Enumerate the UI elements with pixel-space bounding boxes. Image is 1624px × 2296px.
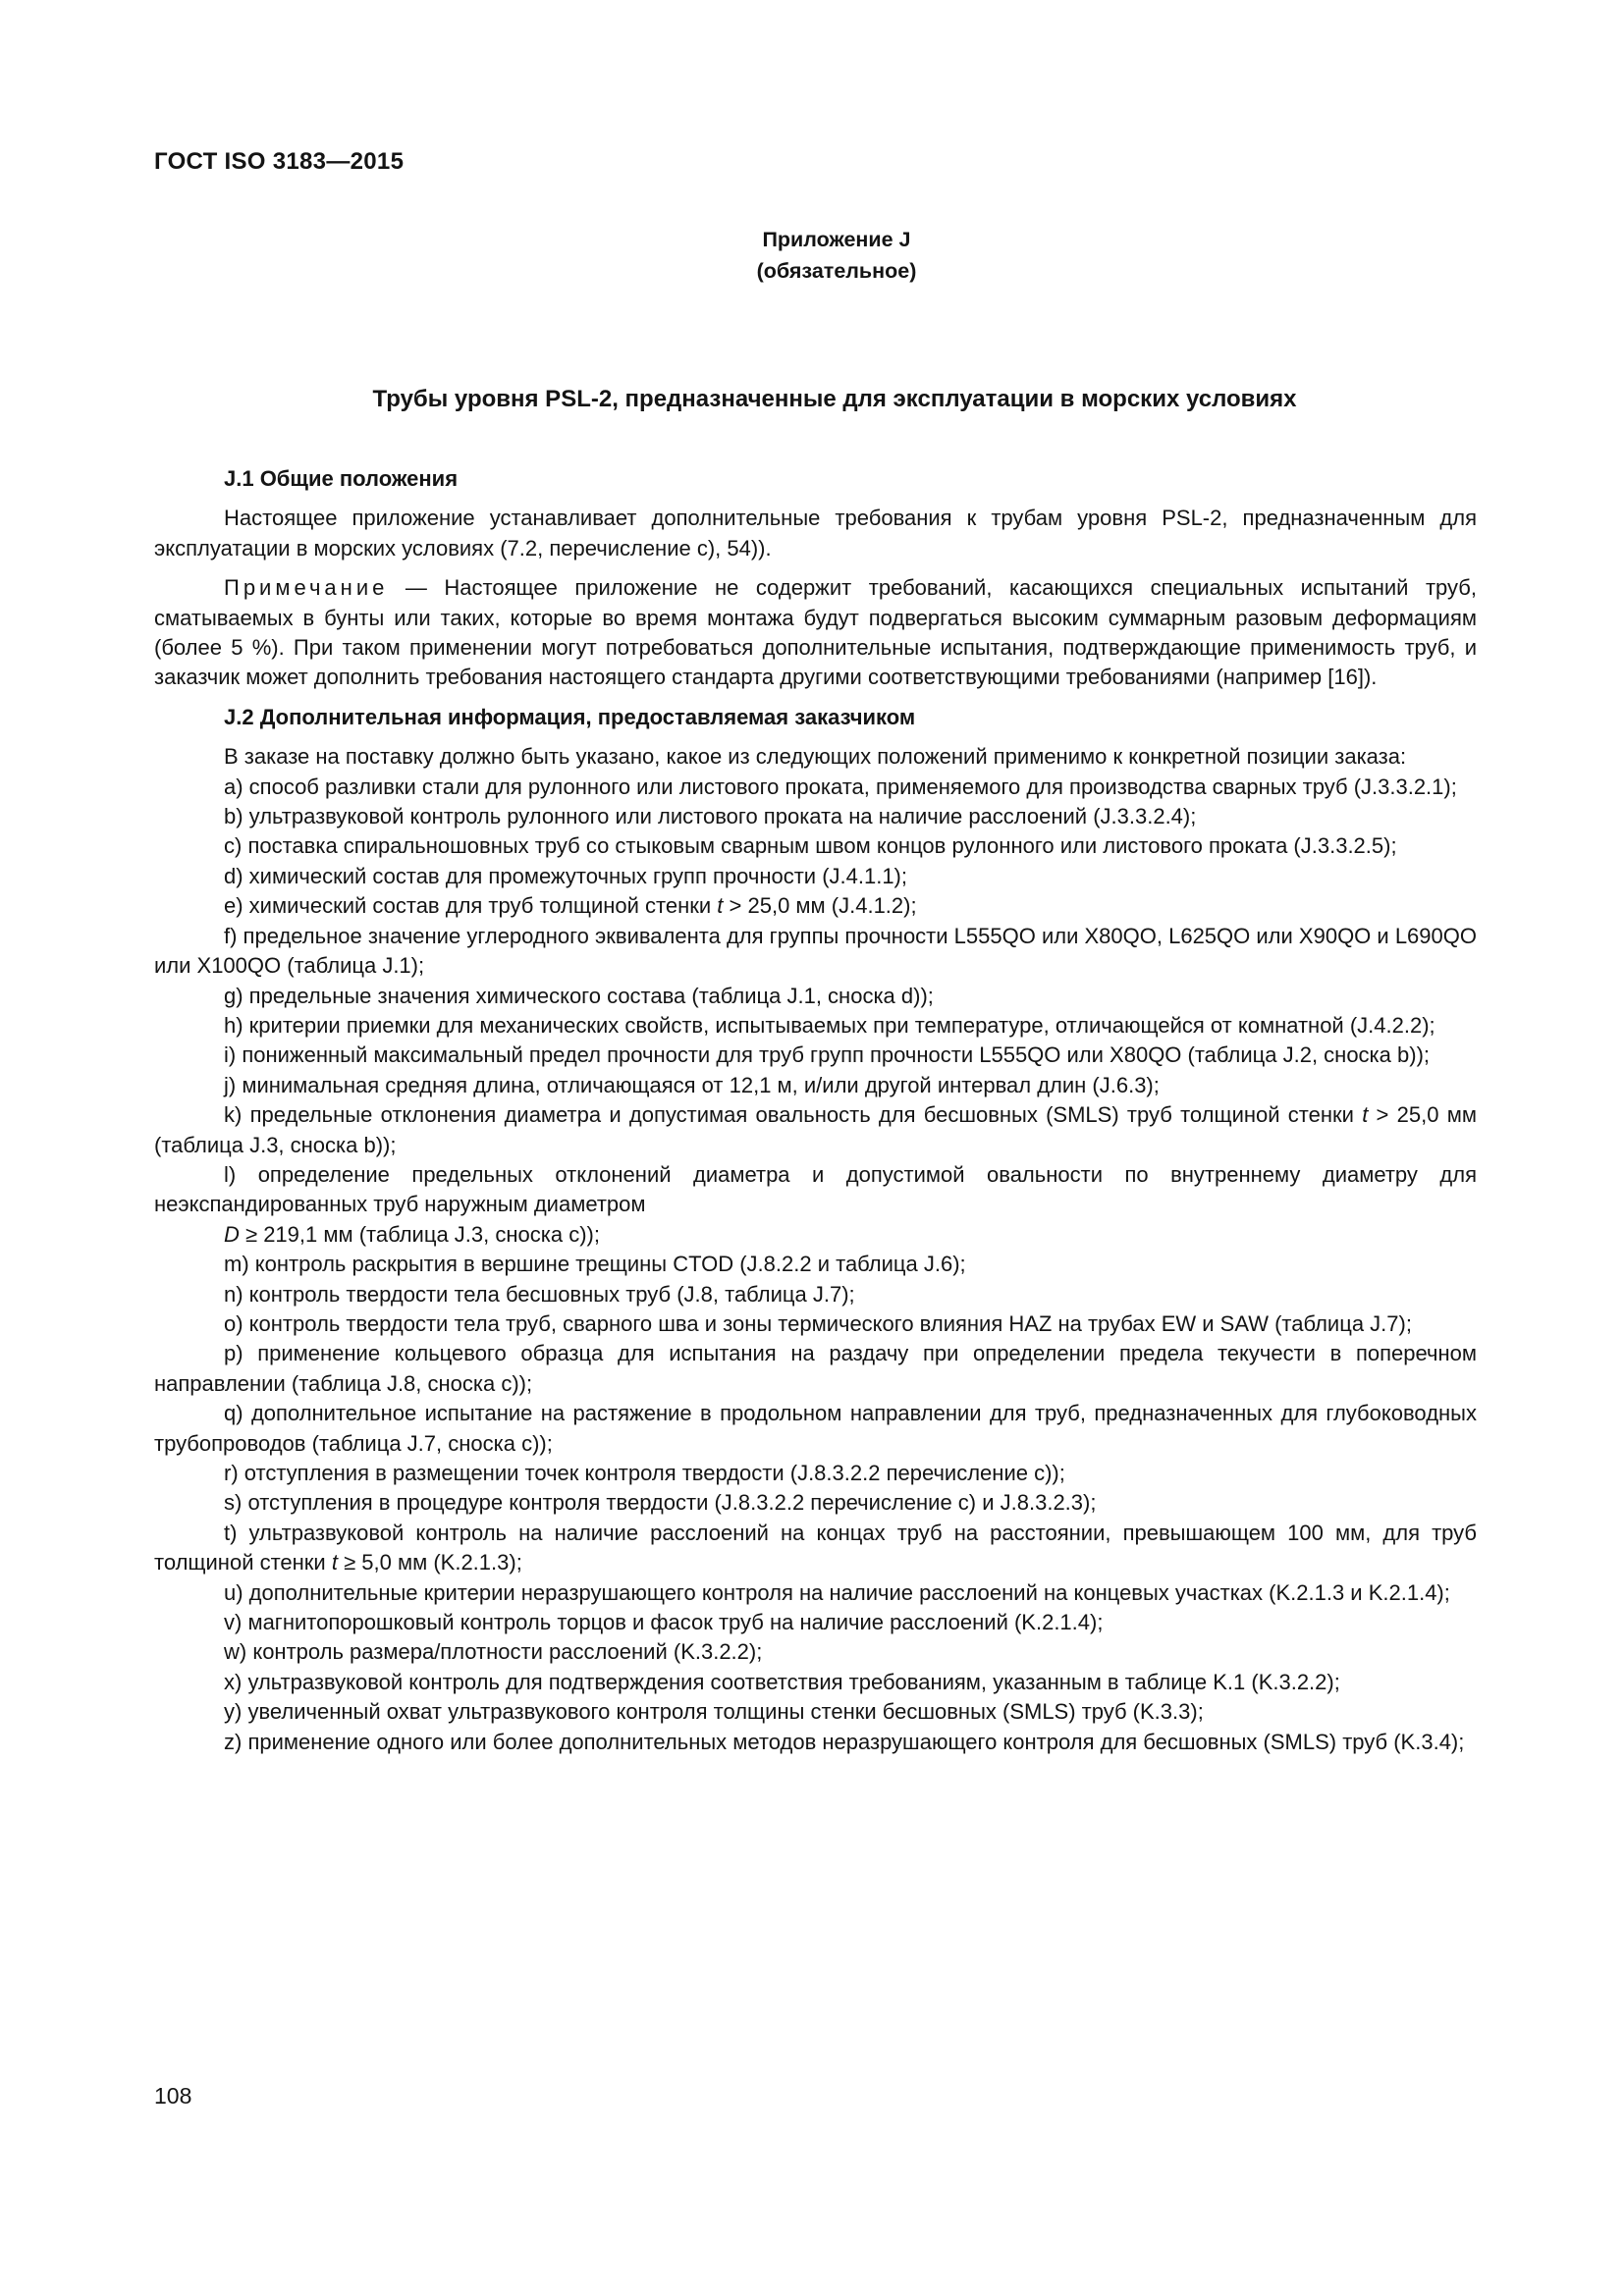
- list-item-z: z) применение одного или более дополнительных методов неразрушающего контроля для бесшовных (SMLS) труб (K.3.4);: [224, 1729, 1465, 1754]
- list-item-q: q) дополнительное испытание на растяжение в продольном направлении для труб, предназначенных для глубоководных трубопроводов (таблица J.7, сноска c));: [154, 1401, 1477, 1456]
- list-item-y: y) увеличенный охват ультразвукового контроля толщины стенки бесшовных (SMLS) труб (K.3.3);: [224, 1699, 1204, 1725]
- list-item-n: n) контроль твердости тела бесшовных труб (J.8, таблица J.7);: [224, 1281, 855, 1307]
- annex-heading: [640, 224, 1033, 287]
- list-item-u: u) дополнительные критерии неразрушающего контроля на наличие расслоений на концевых участках (K.2.1.3 и K.2.1.4);: [224, 1579, 1450, 1605]
- list-item-d: d) химический состав для промежуточных групп прочности (J.4.1.1);: [224, 863, 907, 888]
- list-item-m: m) контроль раскрытия в вершине трещины CTOD (J.8.2.2 и таблица J.6);: [224, 1252, 966, 1277]
- standard-code: ГОСТ ISO 3183—2015: [154, 148, 405, 175]
- list-item-l-continuation: D ≥ 219,1 мм (таблица J.3, сноска c));: [224, 1221, 600, 1247]
- list-item-r: r) отступления в размещении точек контроля твердости (J.8.3.2.2 перечисление c));: [224, 1461, 1065, 1485]
- annex-title: Приложение J: [762, 228, 911, 251]
- list-item-h: h) критерии приемки для механических свойств, испытываемых при температуре, отличающейся от комнатной (J.4.2.2);: [224, 1012, 1435, 1038]
- note-label: Примечание: [224, 575, 389, 601]
- list-item-e: e) химический состав для труб толщиной стенки t > 25,0 мм (J.4.1.2);: [224, 893, 917, 919]
- section-heading-j2: J.2 Дополнительная информация, предоставляемая заказчиком: [224, 704, 916, 729]
- list-item-t: t) ультразвуковой контроль на наличие расслоений на концах труб на расстоянии, превышающем 100 мм, для труб толщиной стенки t ≥ 5,0 мм (K.2.1.3);: [154, 1520, 1477, 1575]
- list-item-g: g) предельные значения химического состава (таблица J.1, сноска d));: [224, 983, 934, 1008]
- list-item-v: v) магнитопорошковый контроль торцов и фасок труб на наличие расслоений (K.2.1.4);: [224, 1610, 1104, 1635]
- list-item-a: a) способ разливки стали для рулонного или листового проката, применяемого для производства сварных труб (J.3.3.2.1);: [224, 774, 1457, 799]
- list-item-o: o) контроль твердости тела труб, сварного шва и зоны термического влияния HAZ на трубах EW и SAW (таблица J.7);: [224, 1310, 1412, 1336]
- list-item-w: w) контроль размера/плотности расслоений (K.3.2.2);: [224, 1639, 763, 1665]
- list-item-c: c) поставка спиральношовных труб со стыковым сварным швом концов рулонного или листового проката (J.3.3.2.5);: [224, 833, 1397, 859]
- page-number: 108: [154, 2083, 192, 2109]
- list-item-x: x) ультразвуковой контроль для подтверждения соответствия требованиям, указанным в таблице K.1 (K.3.2.2);: [224, 1669, 1340, 1694]
- section-j2-intro: В заказе на поставку должно быть указано, какое из следующих положений применимо к конкретной позиции заказа:: [224, 744, 1407, 770]
- list-item-p: p) применение кольцевого образца для испытания на раздачу при определении предела текучести в поперечном направлении (таблица J.8, сноска c));: [154, 1341, 1477, 1396]
- list-item-l: l) определение предельных отклонений диаметра и допустимой овальности по внутреннему диаметру для неэкспандированных труб наружным диаметром: [154, 1161, 1477, 1217]
- note-paragraph: [154, 573, 1477, 693]
- list-item-f: f) предельное значение углеродного эквивалента для группы прочности L555QO или X80QO, L625QO или X90QO и L690QO или X100QO (таблица J.1);: [154, 923, 1477, 979]
- list-item-s: s) отступления в процедуре контроля твердости (J.8.3.2.2 перечисление c) и J.8.3.2.3);: [224, 1490, 1097, 1516]
- annex-status: (обязательное): [756, 259, 917, 283]
- list-item-i: i) пониженный максимальный предел прочности для труб групп прочности L555QO или X80QO (таблица J.2, сноска b));: [224, 1042, 1431, 1068]
- section-j1-paragraph: Настоящее приложение устанавливает дополнительные требования к трубам уровня PSL-2, предназначенным для эксплуатации в морских условиях (7.2, перечисление с), 54)).: [154, 506, 1477, 561]
- document-title: Трубы уровня PSL-2, предназначенные для эксплуатации в морских условиях: [372, 386, 1297, 412]
- list-item-j: j) минимальная средняя длина, отличающаяся от 12,1 м, и/или другой интервал длин (J.6.3);: [224, 1072, 1160, 1097]
- document-body: [154, 464, 1477, 1757]
- note-text: — Настоящее приложение не содержит требований, касающихся специальных испытаний труб, сматываемых в бунты или таких, которые во время монтажа будут подвергаться высоким суммарным разовым деформациям (более 5 %). При таком применении могут потребоваться дополнительные испытания, подтверждающие применимость труб, и заказчик может дополнить требования настоящего стандарта другими соответствующими требованиями (например [16]).: [154, 575, 1477, 690]
- list-item-b: b) ультразвуковой контроль рулонного или листового проката на наличие расслоений (J.3.3.2.4);: [224, 804, 1197, 829]
- section-heading-j1: J.1 Общие положения: [224, 466, 459, 491]
- list-item-k: k) предельные отклонения диаметра и допустимая овальность для бесшовных (SMLS) труб толщиной стенки t > 25,0 мм (таблица J.3, сноска b));: [154, 1102, 1477, 1157]
